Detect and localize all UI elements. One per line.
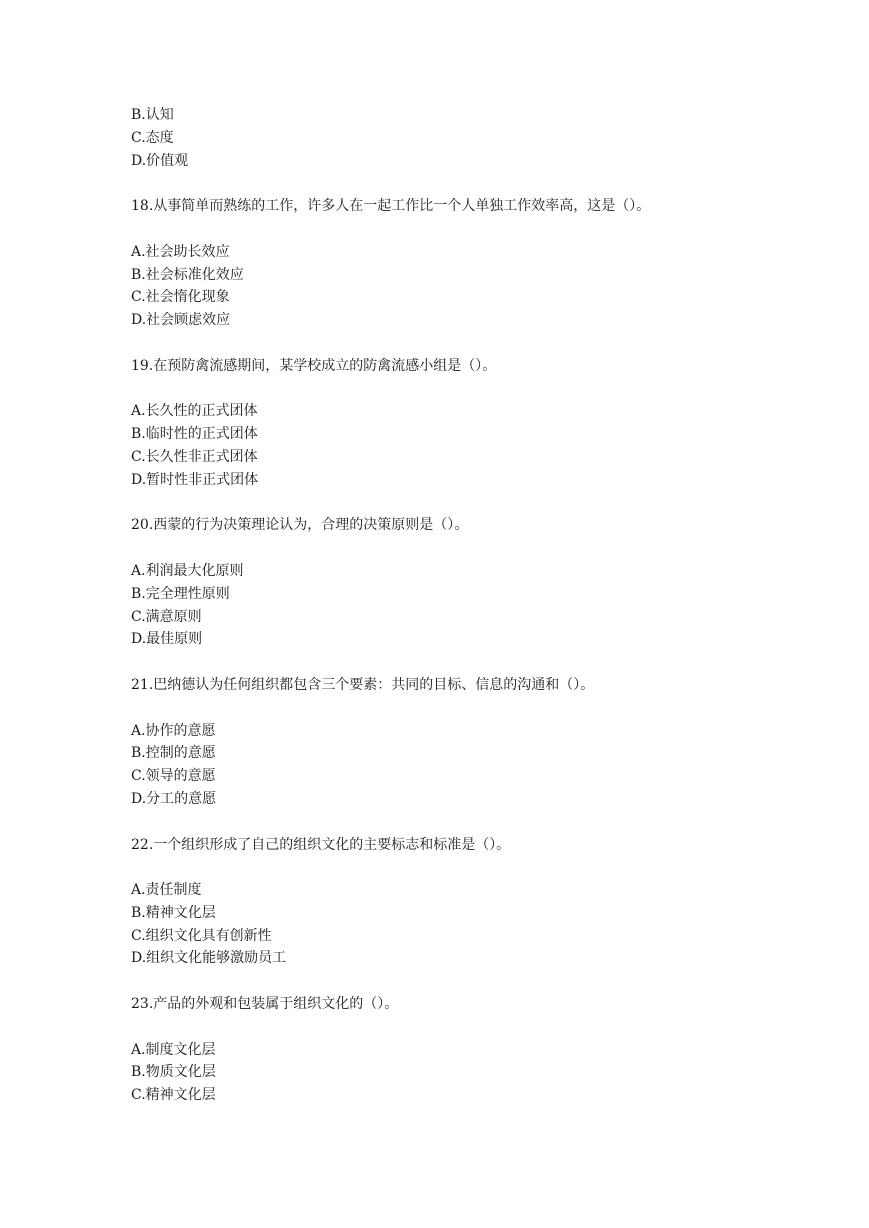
option-line: B.物质文化层 xyxy=(131,1064,216,1081)
option-line: A.长久性的正式团体 xyxy=(131,403,258,420)
option-line: D.分工的意愿 xyxy=(131,790,217,807)
question-stem: 18.从事简单而熟练的工作，许多人在一起工作比一个人单独工作效率高，这是（）。 xyxy=(131,198,651,215)
spacer xyxy=(131,697,781,720)
spacer xyxy=(131,492,781,515)
question-20 xyxy=(131,514,781,651)
option-line: D.组织文化能够激励员工 xyxy=(131,950,287,967)
spacer xyxy=(131,537,781,560)
option-line: A.社会助长效应 xyxy=(131,243,230,260)
spacer xyxy=(131,172,781,195)
spacer xyxy=(131,332,781,355)
option-line: C.满意原则 xyxy=(131,608,202,625)
question-stem: 21.巴纳德认为任何组织都包含三个要素：共同的目标、信息的沟通和（）。 xyxy=(131,676,595,693)
option-line: C.领导的意愿 xyxy=(131,768,216,785)
option-line: D.暂时性非正式团体 xyxy=(131,471,259,488)
option-line: C.精神文化层 xyxy=(131,1087,216,1104)
spacer xyxy=(131,811,781,834)
option-line: A.制度文化层 xyxy=(131,1041,216,1058)
question-stem: 20.西蒙的行为决策理论认为，合理的决策原则是（）。 xyxy=(131,517,469,534)
question-23 xyxy=(131,993,781,1107)
question-stem: 19.在预防禽流感期间，某学校成立的防禽流感小组是（）。 xyxy=(131,357,497,374)
lead-options xyxy=(131,104,781,172)
question-22 xyxy=(131,834,781,971)
option-line: D.最佳原则 xyxy=(131,631,203,648)
question-19 xyxy=(131,355,781,492)
option-line: C.长久性非正式团体 xyxy=(131,448,258,465)
option-line: D.社会顾虑效应 xyxy=(131,312,231,329)
question-18 xyxy=(131,195,781,332)
option-line: A.责任制度 xyxy=(131,882,202,899)
question-21 xyxy=(131,674,781,811)
option-line: A.利润最大化原则 xyxy=(131,562,244,579)
spacer xyxy=(131,856,781,879)
option-line: C.态度 xyxy=(131,129,174,146)
option-line: D.价值观 xyxy=(131,152,189,169)
option-line: A.协作的意愿 xyxy=(131,722,216,739)
option-line: B.临时性的正式团体 xyxy=(131,426,258,443)
spacer xyxy=(131,651,781,674)
option-line: B.社会标准化效应 xyxy=(131,266,244,283)
spacer xyxy=(131,218,781,241)
option-line: B.认知 xyxy=(131,107,174,123)
option-line: B.精神文化层 xyxy=(131,904,216,921)
spacer xyxy=(131,1016,781,1039)
option-line: C.组织文化具有创新性 xyxy=(131,927,272,944)
spacer xyxy=(131,970,781,993)
question-stem: 22.一个组织形成了自己的组织文化的主要标志和标准是（）。 xyxy=(131,836,511,853)
option-line: B.完全理性原则 xyxy=(131,585,230,602)
question-stem: 23.产品的外观和包装属于组织文化的（）。 xyxy=(131,996,399,1013)
option-line: B.控制的意愿 xyxy=(131,745,216,762)
document-page xyxy=(131,104,781,1107)
option-line: C.社会惰化现象 xyxy=(131,289,230,306)
spacer xyxy=(131,378,781,401)
